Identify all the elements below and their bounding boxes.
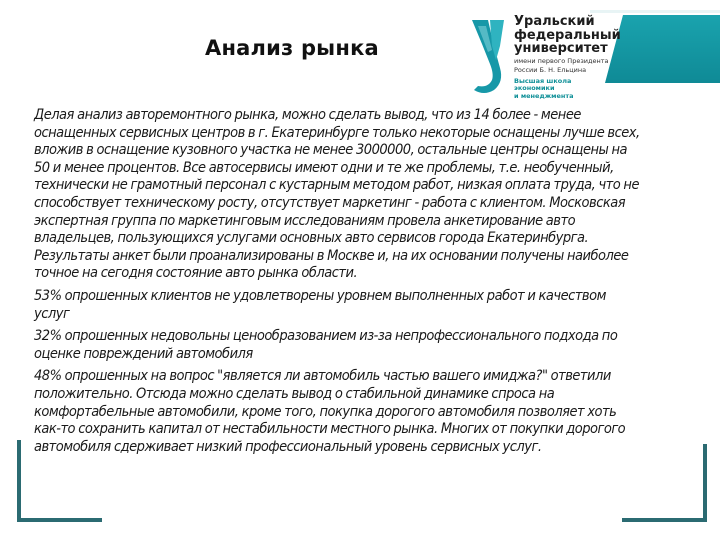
- logo-school-line: Высшая школа: [514, 76, 572, 85]
- body-paragraph: 32% опрошенных недовольны ценообразованием из-за непрофессионального подхода по оценке повреждений автомобиля: [34, 328, 618, 362]
- logo-name-line: Уральский: [514, 14, 595, 29]
- body-paragraph: 53% опрошенных клиентов не удовлетворены уровнем выполненных работ и качеством услуг: [34, 287, 606, 322]
- logo-subtitle-line: имени первого Президента: [514, 56, 609, 65]
- body-paragraph: 48% опрошенных на вопрос "является ли автомобиль частью вашего имиджа?" ответили положительно. Отсюда можно сделать вывод о стабильной динамике спроса на комфортабельные автомобили, кроме того, покупка дорогого автомобиля позволяет хоть как-то сохранить капитал от нестабильности местного рынка. Многих от покупки дорогого автомобиля сдерживает низкий профессиональный уровень сервисных услуг.: [34, 368, 626, 455]
- slide-body: [34, 107, 641, 461]
- university-logo: [462, 10, 720, 102]
- logo-school-line: и менеджмента: [514, 91, 574, 100]
- logo-subtitle-line: России Б. Н. Ельцина: [514, 66, 587, 74]
- corner-bracket-right: [622, 444, 707, 522]
- slide-title: Анализ рынка: [205, 36, 379, 60]
- logo-name-line: университет: [514, 41, 608, 56]
- urfu-emblem-icon: [470, 16, 510, 96]
- logo-text: [514, 15, 621, 100]
- corner-bracket-left: [17, 440, 102, 522]
- logo-school-line: экономики: [514, 84, 555, 92]
- logo-name-line: федеральный: [514, 27, 621, 43]
- body-paragraph: Делая анализ авторемонтного рынка, можно сделать вывод, что из 14 более - менее оснащенных сервисных центров в г. Екатеринбурге только некоторые оснащены лучше всех, вложив в оснащение кузовного участка не менее 3000000, остальные центры оснащены на 50 и менее процентов. Все автосервисы имеют одни и те же проблемы, т.е. необученный, технически не грамотный персонал с кустарным методом работ, низкая оплата труда, что не способствует техническому росту, отсутствует маркетинг - работа с клиентом. Московская экспертная группа по маркетинговым исследованиям провела анкетирование авто владельцев, пользующихся услугами основных авто сервисов города Екатеринбурга. Результаты анкет были проанализированы в Москве и, на их основании получены наиболее точное на сегодня состояние авто рынка области.: [34, 107, 640, 282]
